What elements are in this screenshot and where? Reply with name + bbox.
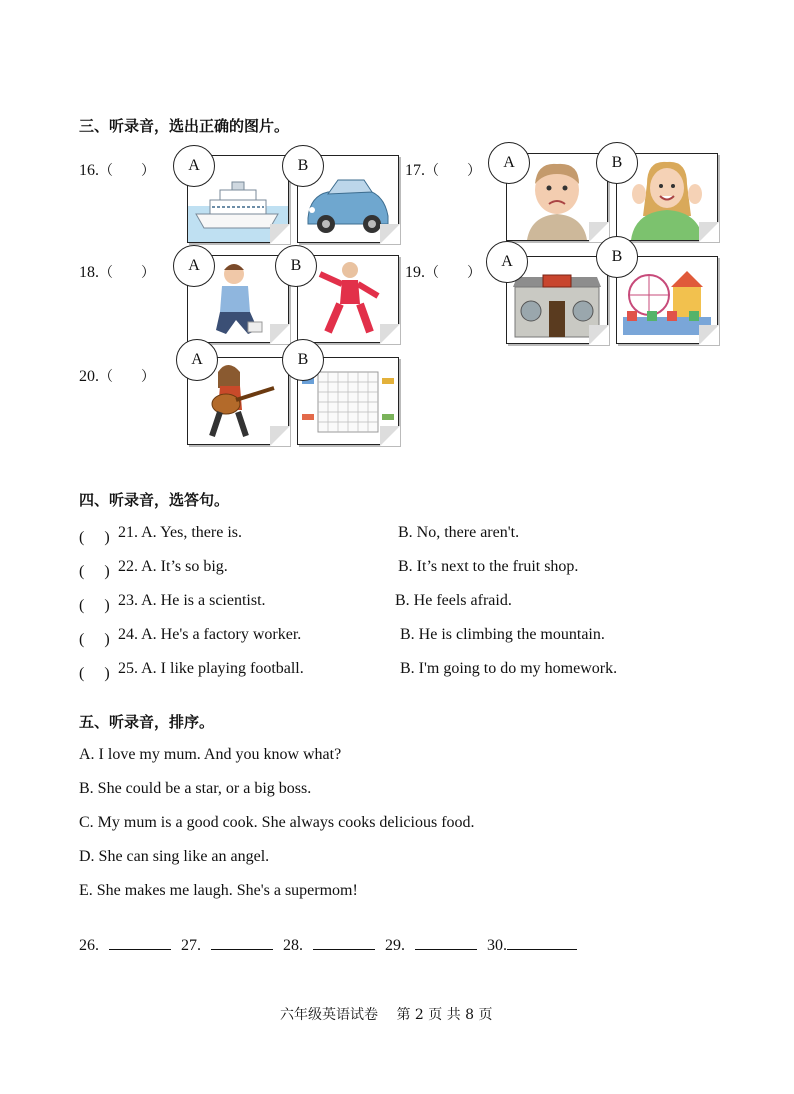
blank-27-line[interactable] xyxy=(211,935,273,950)
option-a-label: A xyxy=(173,245,215,287)
section-4-title: 四、听录音，选答句。 xyxy=(79,491,230,509)
question-25-option-a: 25. A. I like playing football. xyxy=(118,660,304,677)
option-a-label: A xyxy=(173,145,215,187)
question-21-option-b: B. No, there aren't. xyxy=(398,524,520,541)
question-25-option-b: B. I'm going to do my homework. xyxy=(400,660,618,677)
blank-26-label: 26. xyxy=(79,937,99,954)
blank-28-label: 28. xyxy=(283,937,303,954)
blank-27-label: 27. xyxy=(181,937,201,954)
question-24-option-a: 24. A. He's a factory worker. xyxy=(118,626,302,643)
question-24-paren: ( ) xyxy=(79,631,110,648)
option-b-label: B xyxy=(282,339,324,381)
question-22-option-a: 22. A. It’s so big. xyxy=(118,558,228,575)
answer-paren: （ ） xyxy=(425,266,481,281)
sentence-e: E. She makes me laugh. She's a supermom! xyxy=(79,882,358,899)
blank-29-line[interactable] xyxy=(415,935,477,950)
section-3-title: 三、听录音，选出正确的图片。 xyxy=(79,117,290,135)
question-19-number: 19.（ ） xyxy=(405,264,481,281)
question-22-paren: ( ) xyxy=(79,563,110,580)
option-b-label: B xyxy=(275,245,317,287)
question-23-paren: ( ) xyxy=(79,597,110,614)
answer-paren: （ ） xyxy=(99,266,155,281)
question-23-option-a: 23. A. He is a scientist. xyxy=(118,592,266,609)
question-25-paren: ( ) xyxy=(79,665,110,682)
blank-29-label: 29. xyxy=(385,937,405,954)
order-answer-blanks xyxy=(79,935,577,955)
option-b-label: B xyxy=(596,142,638,184)
answer-paren: （ ） xyxy=(425,164,481,179)
section-5-title: 五、听录音，排序。 xyxy=(79,713,215,731)
page-footer: 六年级英语试卷 第 2 页 共 8 页 xyxy=(280,1007,493,1023)
question-23-option-b: B. He feels afraid. xyxy=(395,592,512,609)
question-21-paren: ( ) xyxy=(79,529,110,546)
sentence-a: A. I love my mum. And you know what? xyxy=(79,746,342,763)
blank-30-label: 30. xyxy=(487,937,507,954)
answer-paren: （ ） xyxy=(99,370,155,385)
question-21-option-a: 21. A. Yes, there is. xyxy=(118,524,243,541)
question-18-number: 18.（ ） xyxy=(79,264,155,281)
question-16-number: 16.（ ） xyxy=(79,162,155,179)
option-b-label: B xyxy=(282,145,324,187)
option-a-label: A xyxy=(486,241,528,283)
question-17-number: 17.（ ） xyxy=(405,162,481,179)
sentence-b: B. She could be a star, or a big boss. xyxy=(79,780,312,797)
question-24-option-b: B. He is climbing the mountain. xyxy=(400,626,605,643)
option-b-label: B xyxy=(596,236,638,278)
answer-paren: （ ） xyxy=(99,164,155,179)
question-22-option-b: B. It’s next to the fruit shop. xyxy=(398,558,579,575)
blank-26-line[interactable] xyxy=(109,935,171,950)
sentence-c: C. My mum is a good cook. She always cooks delicious food. xyxy=(79,814,475,831)
question-20-number: 20.（ ） xyxy=(79,368,155,385)
blank-30-line[interactable] xyxy=(507,935,577,950)
option-a-label: A xyxy=(488,142,530,184)
sentence-d: D. She can sing like an angel. xyxy=(79,848,270,865)
blank-28-line[interactable] xyxy=(313,935,375,950)
option-a-label: A xyxy=(176,339,218,381)
